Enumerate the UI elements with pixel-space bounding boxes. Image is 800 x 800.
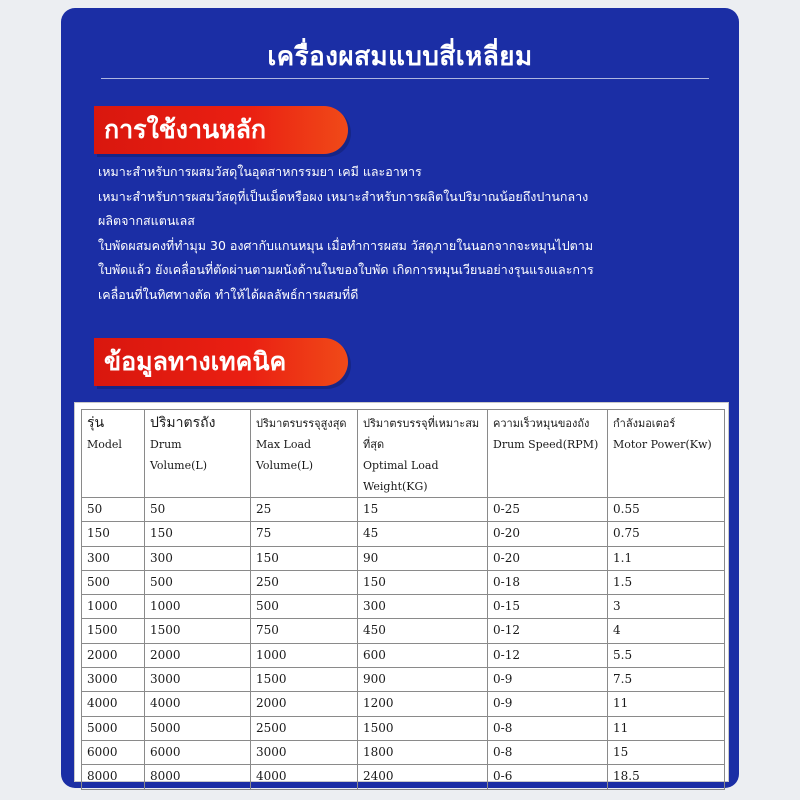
table-row (82, 595, 725, 619)
table-cell: 0-12 (488, 619, 608, 643)
usage-line: ใบพัดผสมคงที่ทำมุม 30 องศากับแกนหมุน เมื่อทำการผสม วัสดุภายในนอกจากจะหมุนไปตาม (98, 237, 594, 253)
table-cell: 50 (82, 498, 145, 522)
table-cell: 11 (608, 716, 725, 740)
usage-section-banner: การใช้งานหลัก (94, 106, 348, 154)
product-card (61, 8, 739, 788)
table-cell: 4000 (251, 765, 358, 789)
table-cell: 90 (358, 546, 488, 570)
header-thai-label: ปริมาตรถัง (150, 415, 216, 431)
table-cell: 3000 (145, 668, 251, 692)
table-cell: 150 (82, 522, 145, 546)
spec-section-banner: ข้อมูลทางเทคนิค (94, 338, 348, 386)
table-cell: 500 (82, 570, 145, 594)
table-row (82, 619, 725, 643)
table-cell: 50 (145, 498, 251, 522)
table-cell: 2000 (82, 643, 145, 667)
header-english-label: Volume(L) (150, 459, 207, 472)
header-english-label: Optimal Load (363, 459, 439, 472)
spec-header-cell (251, 410, 358, 498)
table-cell: 0-8 (488, 716, 608, 740)
table-cell: 8000 (82, 765, 145, 789)
table-cell: 5000 (82, 716, 145, 740)
table-row (82, 668, 725, 692)
table-row (82, 692, 725, 716)
table-row (82, 643, 725, 667)
header-english-label: Drum (150, 438, 182, 451)
table-cell: 1000 (82, 595, 145, 619)
spec-table-body (82, 498, 725, 790)
usage-line: ผลิตจากสแตนเลส (98, 213, 195, 228)
header-thai-label: ปริมาตรบรรจุที่เหมาะสมที่สุด (363, 417, 480, 451)
table-cell: 18.5 (608, 765, 725, 789)
table-cell: 1.1 (608, 546, 725, 570)
table-cell: 1.5 (608, 570, 725, 594)
table-row (82, 740, 725, 764)
header-english-label: Model (87, 438, 122, 451)
table-cell: 0.55 (608, 498, 725, 522)
header-english-label: Max Load (256, 438, 312, 451)
table-cell: 2500 (251, 716, 358, 740)
table-cell: 500 (145, 570, 251, 594)
table-cell: 2000 (251, 692, 358, 716)
table-cell: 45 (358, 522, 488, 546)
usage-line: เหมาะสำหรับการผสมวัสดุที่เป็นเม็ดหรือผง เหมาะสำหรับการผลิตในปริมาณน้อยถึงปานกลาง (98, 188, 589, 204)
table-cell: 3 (608, 595, 725, 619)
table-row (82, 570, 725, 594)
table-cell: 15 (358, 498, 488, 522)
table-cell: 0-8 (488, 740, 608, 764)
table-cell: 300 (82, 546, 145, 570)
table-cell: 1500 (82, 619, 145, 643)
header-thai-label: ความเร็วหมุนของถัง (493, 417, 590, 430)
table-cell: 5000 (145, 716, 251, 740)
header-english-label: Volume(L) (256, 459, 313, 472)
spec-table (81, 409, 725, 790)
table-cell: 4000 (82, 692, 145, 716)
header-english-label: Motor Power(Kw) (613, 438, 712, 451)
table-cell: 0-12 (488, 643, 608, 667)
table-cell: 0-6 (488, 765, 608, 789)
header-english-label: Weight(KG) (363, 480, 428, 493)
table-cell: 3000 (82, 668, 145, 692)
spec-table-container (74, 402, 729, 782)
table-cell: 0-25 (488, 498, 608, 522)
table-cell: 150 (358, 570, 488, 594)
title-divider (101, 78, 709, 79)
table-cell: 150 (251, 546, 358, 570)
table-cell: 0-15 (488, 595, 608, 619)
table-cell: 0-20 (488, 546, 608, 570)
header-thai-label: รุ่น (87, 415, 105, 431)
table-cell: 0-9 (488, 668, 608, 692)
header-thai-label: ปริมาตรบรรจุสูงสุด (256, 417, 347, 430)
table-cell: 150 (145, 522, 251, 546)
table-cell: 0-20 (488, 522, 608, 546)
table-row (82, 765, 725, 789)
table-cell: 3000 (251, 740, 358, 764)
table-cell: 0.75 (608, 522, 725, 546)
table-cell: 5.5 (608, 643, 725, 667)
table-cell: 15 (608, 740, 725, 764)
table-cell: 300 (358, 595, 488, 619)
table-cell: 1000 (251, 643, 358, 667)
table-cell: 0-18 (488, 570, 608, 594)
table-row (82, 716, 725, 740)
table-cell: 450 (358, 619, 488, 643)
table-cell: 250 (251, 570, 358, 594)
spec-header-cell (608, 410, 725, 498)
header-english-label: Drum Speed(RPM) (493, 438, 599, 451)
table-row (82, 498, 725, 522)
table-cell: 2400 (358, 765, 488, 789)
table-cell: 1500 (145, 619, 251, 643)
spec-header-cell (145, 410, 251, 498)
table-cell: 1800 (358, 740, 488, 764)
table-cell: 4 (608, 619, 725, 643)
table-cell: 25 (251, 498, 358, 522)
table-cell: 75 (251, 522, 358, 546)
spec-table-header-row (82, 410, 725, 498)
table-cell: 2000 (145, 643, 251, 667)
table-cell: 11 (608, 692, 725, 716)
usage-description (98, 160, 708, 307)
table-cell: 6000 (82, 740, 145, 764)
table-cell: 1000 (145, 595, 251, 619)
usage-line: เหมาะสำหรับการผสมวัสดุในอุตสาหกรรมยา เคมี และอาหาร (98, 164, 422, 179)
table-cell: 1500 (251, 668, 358, 692)
spec-header-cell (82, 410, 145, 498)
table-cell: 4000 (145, 692, 251, 716)
table-cell: 300 (145, 546, 251, 570)
table-cell: 600 (358, 643, 488, 667)
table-cell: 8000 (145, 765, 251, 789)
table-row (82, 546, 725, 570)
table-cell: 7.5 (608, 668, 725, 692)
spec-header-cell (488, 410, 608, 498)
usage-line: ใบพัดแล้ว ยังเคลื่อนที่ตัดผ่านตามผนังด้านในของใบพัด เกิดการหมุนเวียนอย่างรุนแรงและการ (98, 262, 594, 277)
header-thai-label: กำลังมอเตอร์ (613, 417, 676, 430)
table-cell: 500 (251, 595, 358, 619)
page-title: เครื่องผสมแบบสี่เหลี่ยม (267, 42, 533, 72)
usage-line: เคลื่อนที่ในทิศทางตัด ทำให้ได้ผลลัพธ์การผสมที่ดี (98, 286, 359, 302)
table-cell: 1500 (358, 716, 488, 740)
spec-header-cell (358, 410, 488, 498)
table-cell: 0-9 (488, 692, 608, 716)
table-cell: 750 (251, 619, 358, 643)
table-cell: 6000 (145, 740, 251, 764)
table-cell: 1200 (358, 692, 488, 716)
table-cell: 900 (358, 668, 488, 692)
table-row (82, 522, 725, 546)
